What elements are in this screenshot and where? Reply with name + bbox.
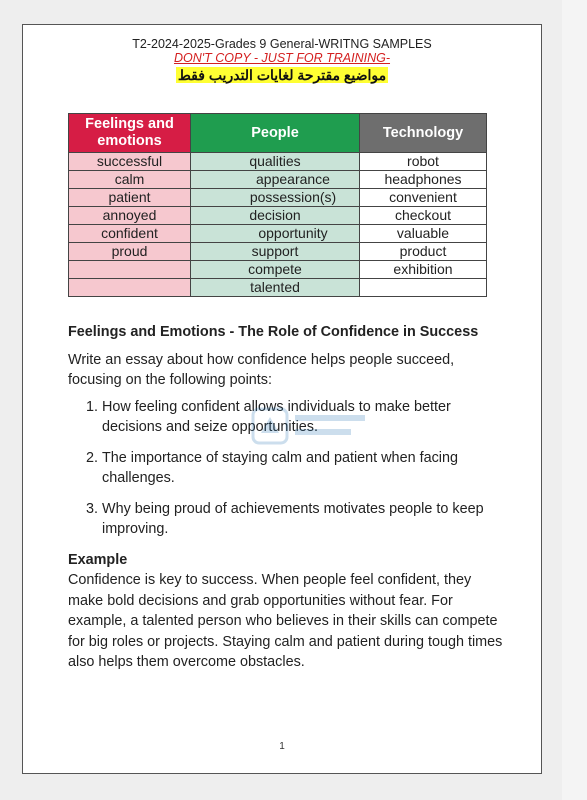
table-row xyxy=(69,189,487,207)
table-cell: appearance xyxy=(191,171,360,189)
header-title: T2-2024-2025-Grades 9 General-WRITNG SAMPLES xyxy=(132,37,432,51)
table-cell: annoyed xyxy=(69,207,191,225)
table-cell: opportunity xyxy=(191,225,360,243)
example-heading: Example xyxy=(68,551,128,568)
table-cell xyxy=(360,279,487,297)
table-cell: valuable xyxy=(360,225,487,243)
table-cell xyxy=(69,279,191,297)
viewer-margin xyxy=(562,0,587,800)
table-cell: robot xyxy=(360,153,487,171)
table-cell: convenient xyxy=(360,189,487,207)
watermark-logo xyxy=(251,401,371,451)
watermark-icon xyxy=(251,401,371,451)
table-row xyxy=(69,153,487,171)
table-cell: confident xyxy=(69,225,191,243)
table-cell: exhibition xyxy=(360,261,487,279)
table-row xyxy=(69,279,487,297)
table-cell: headphones xyxy=(360,171,487,189)
table-cell: decision xyxy=(191,207,360,225)
vocabulary-table xyxy=(68,113,487,297)
table-row xyxy=(69,261,487,279)
essay-section xyxy=(68,322,508,673)
table-cell: qualities xyxy=(191,153,360,171)
table-cell: calm xyxy=(69,171,191,189)
header-arabic-note: مواضيع مقترحة لغايات التدريب فقط xyxy=(177,66,387,83)
table-cell: compete xyxy=(191,261,360,279)
table-cell: patient xyxy=(69,189,191,207)
table-row xyxy=(69,225,487,243)
essay-prompt: Write an essay about how confidence helps people succeed, focusing on the following points: xyxy=(68,351,455,388)
table-cell: successful xyxy=(69,153,191,171)
table-row xyxy=(69,171,487,189)
list-item: 2. The importance of staying calm and patient when facing challenges. xyxy=(102,448,508,489)
list-item: 3. Why being proud of achievements motivates people to keep improving. xyxy=(102,499,508,540)
column-header-technology: Technology xyxy=(360,114,487,153)
column-header-people: People xyxy=(191,114,360,153)
column-header-feelings: Feelings and emotions xyxy=(69,114,191,153)
essay-title: Feelings and Emotions - The Role of Confidence in Success xyxy=(68,324,479,340)
table-cell: talented xyxy=(191,279,360,297)
page-number: 1 xyxy=(279,741,285,752)
table-cell: checkout xyxy=(360,207,487,225)
list-item: 1. How feeling confident allows individuals to make better decisions and seize opportunities. xyxy=(102,397,508,438)
table-row xyxy=(69,243,487,261)
table-cell: product xyxy=(360,243,487,261)
example-paragraph: Confidence is key to success. When people feel confident, they make bold decisions and grab opportunities without fear. For example, a talented person who believes in their skills can compete for big roles or projects. Staying calm and patient during tough times also helps them overcome obstacles. xyxy=(68,572,503,670)
document-page xyxy=(22,24,542,774)
table-header-row xyxy=(69,114,487,153)
table-cell: support xyxy=(191,243,360,261)
page-header xyxy=(23,37,541,85)
table-row xyxy=(69,207,487,225)
table-cell xyxy=(69,261,191,279)
header-warning: DON'T COPY - JUST FOR TRAINING- xyxy=(173,51,391,66)
table-cell: possession(s) xyxy=(191,189,360,207)
table-cell: proud xyxy=(69,243,191,261)
